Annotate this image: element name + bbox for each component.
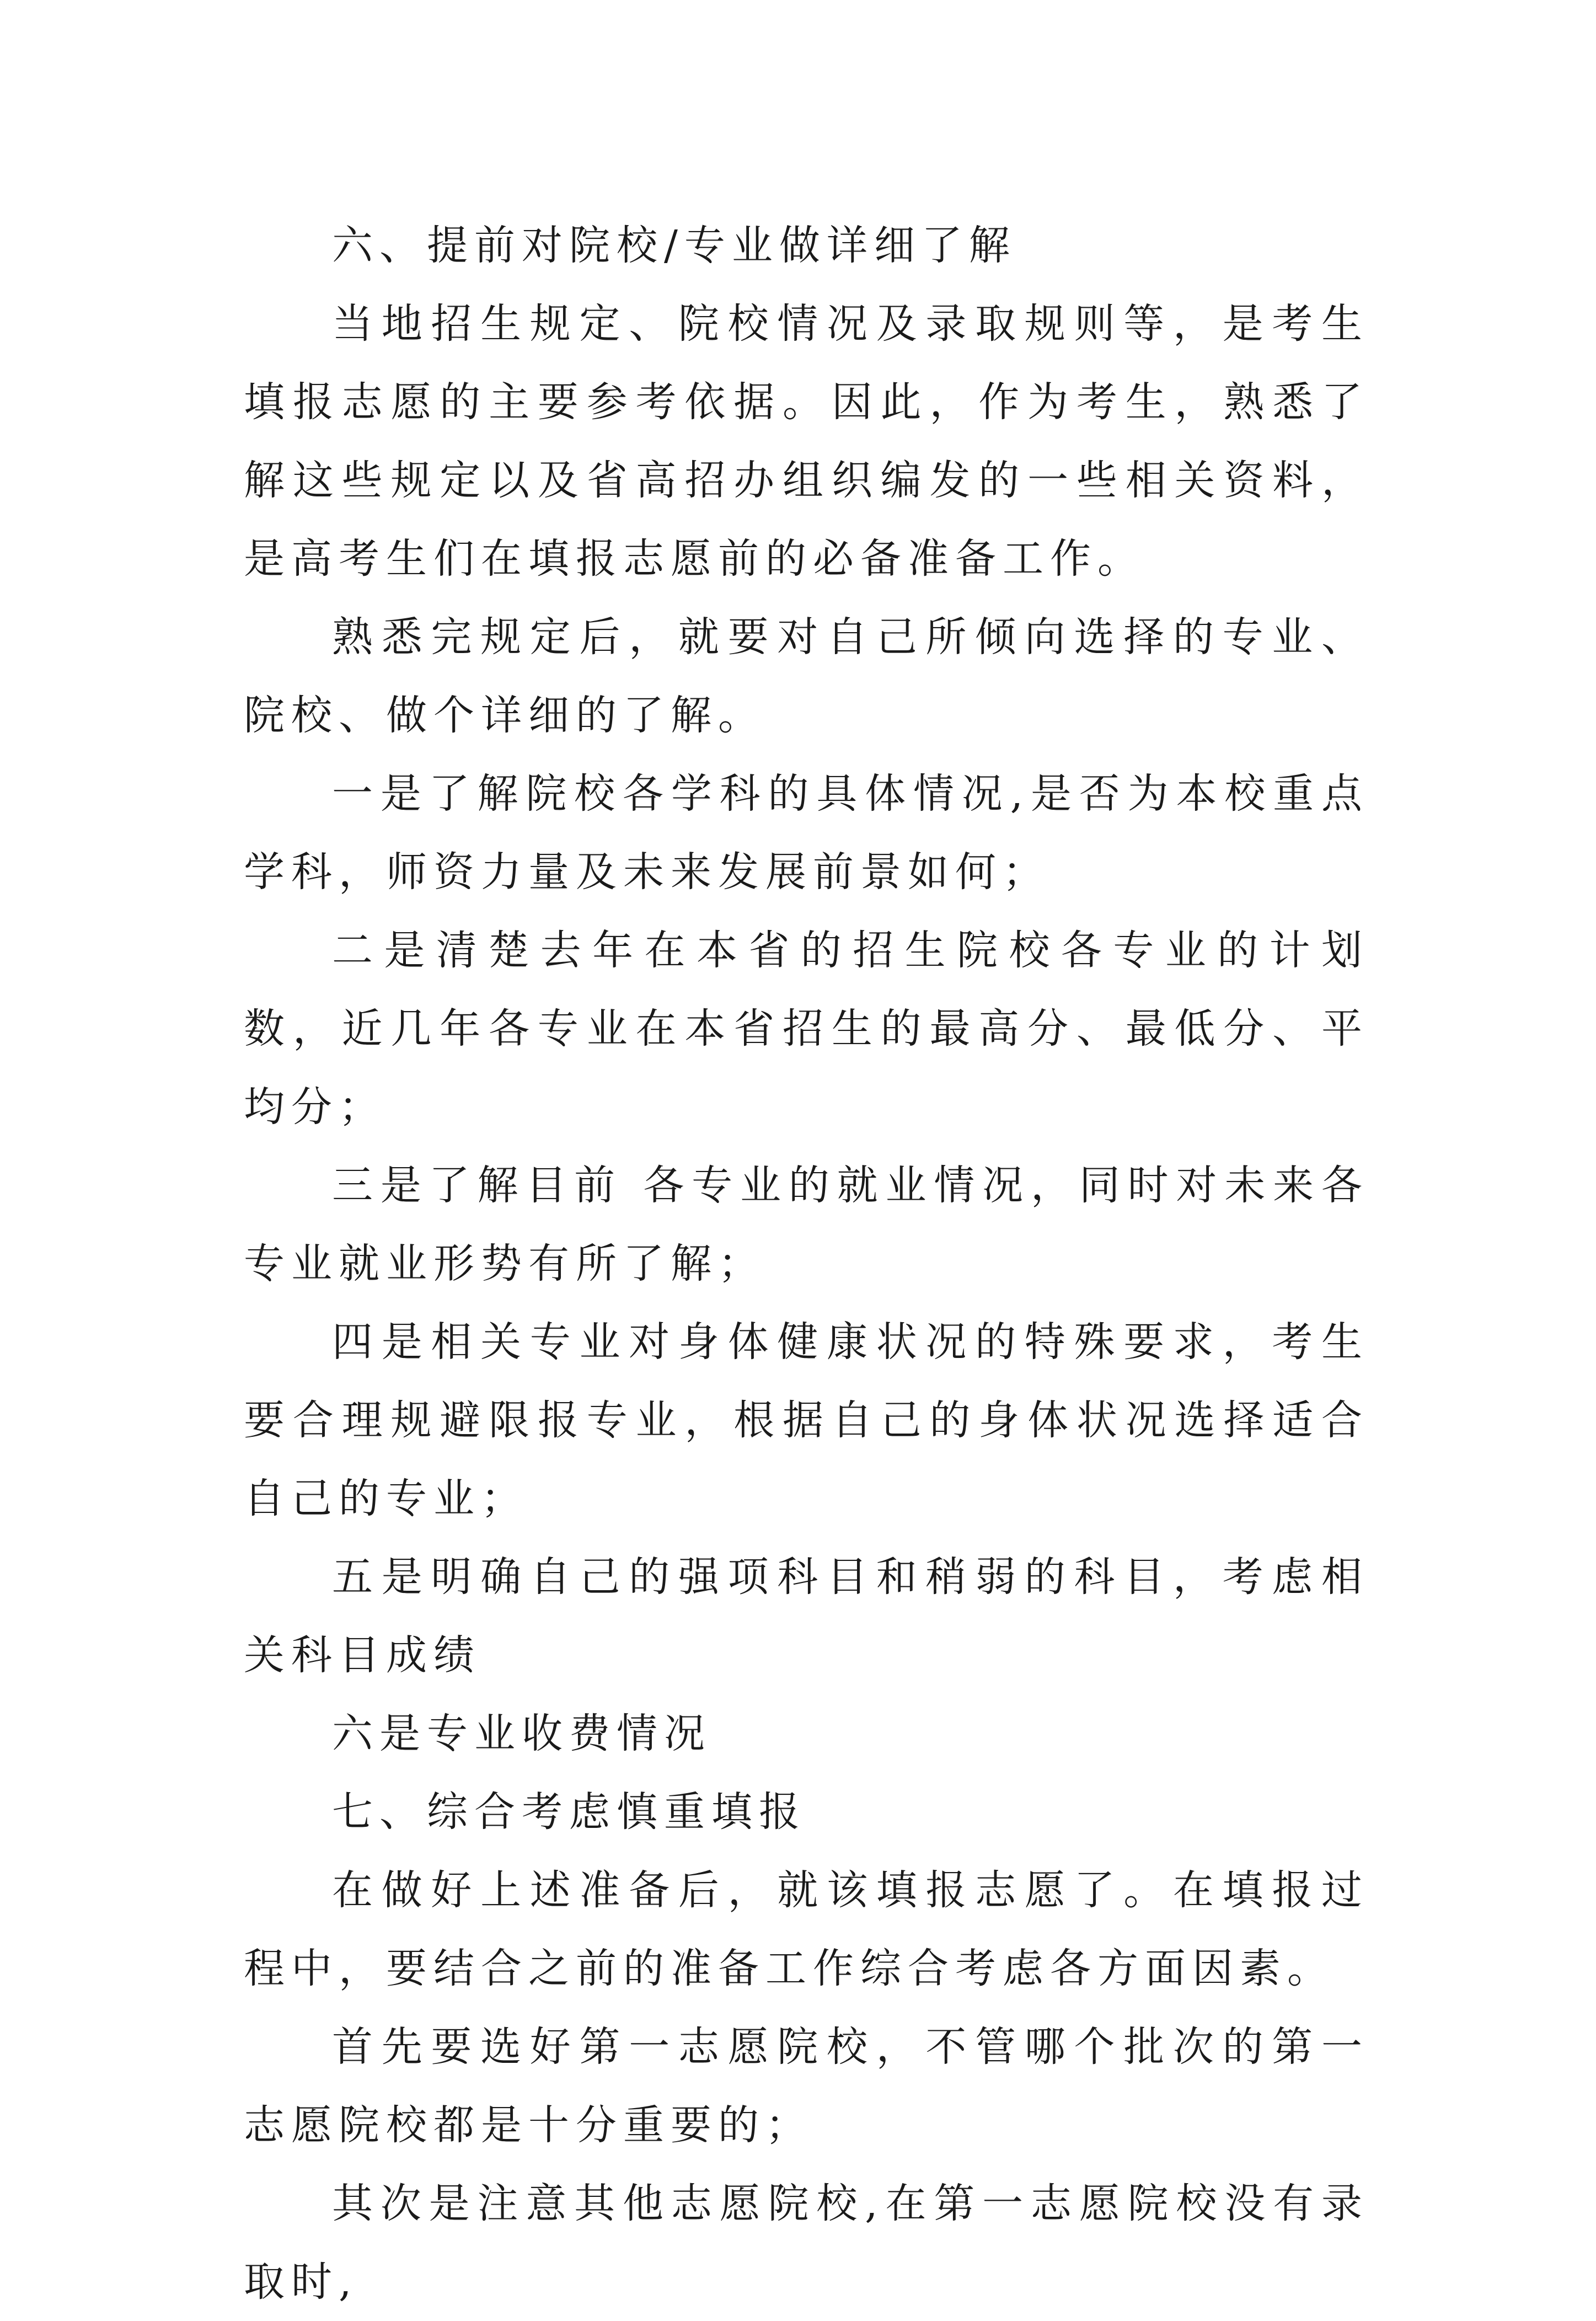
paragraph-regulations: 当地招生规定、院校情况及录取规则等，是考生填报志愿的主要参考依据。因此，作为考生，熟悉了解这些规定以及省高招办组织编发的一些相关资料，是高考生们在填报志愿前的必备准备工作。: [244, 300, 1369, 582]
paragraph-filling: 在做好上述准备后，就该填报志愿了。在填报过程中，要结合之前的准备工作综合考虑各方面因素。: [244, 1867, 1369, 1992]
list-item-4: 四是相关专业对身体健康状况的特殊要求，考生要合理规避限报专业，根据自己的身体状况选择适合自己的专业；: [244, 1318, 1369, 1522]
list-item-1: 一是了解院校各学科的具体情况,是否为本校重点学科，师资力量及未来发展前景如何；: [244, 770, 1369, 896]
paragraph-after-regulations: 熟悉完规定后，就要对自己所倾向选择的专业、院校、做个详细的了解。: [244, 613, 1369, 739]
section-heading-6: 六、提前对院校/专业做详细了解: [332, 222, 1016, 269]
paragraph-other-choices: 其次是注意其他志愿院校,在第一志愿院校没有录取时,: [244, 2180, 1369, 2306]
section-heading-7: 七、综合考虑慎重填报: [332, 1788, 806, 1836]
list-item-3: 三是了解目前 各专业的就业情况，同时对未来各专业就业形势有所了解；: [244, 1162, 1369, 1287]
list-item-6: 六是专业收费情况: [332, 1710, 711, 1757]
paragraph-first-choice: 首先要选好第一志愿院校，不管哪个批次的第一志愿院校都是十分重要的；: [244, 2023, 1369, 2149]
list-item-2: 二是清楚去年在本省的招生院校各专业的计划数，近几年各专业在本省招生的最高分、最低分、平均分；: [244, 927, 1369, 1131]
document-body: [244, 206, 1369, 2321]
list-item-5: 五是明确自己的强项科目和稍弱的科目，考虑相关科目成绩: [244, 1553, 1369, 1679]
